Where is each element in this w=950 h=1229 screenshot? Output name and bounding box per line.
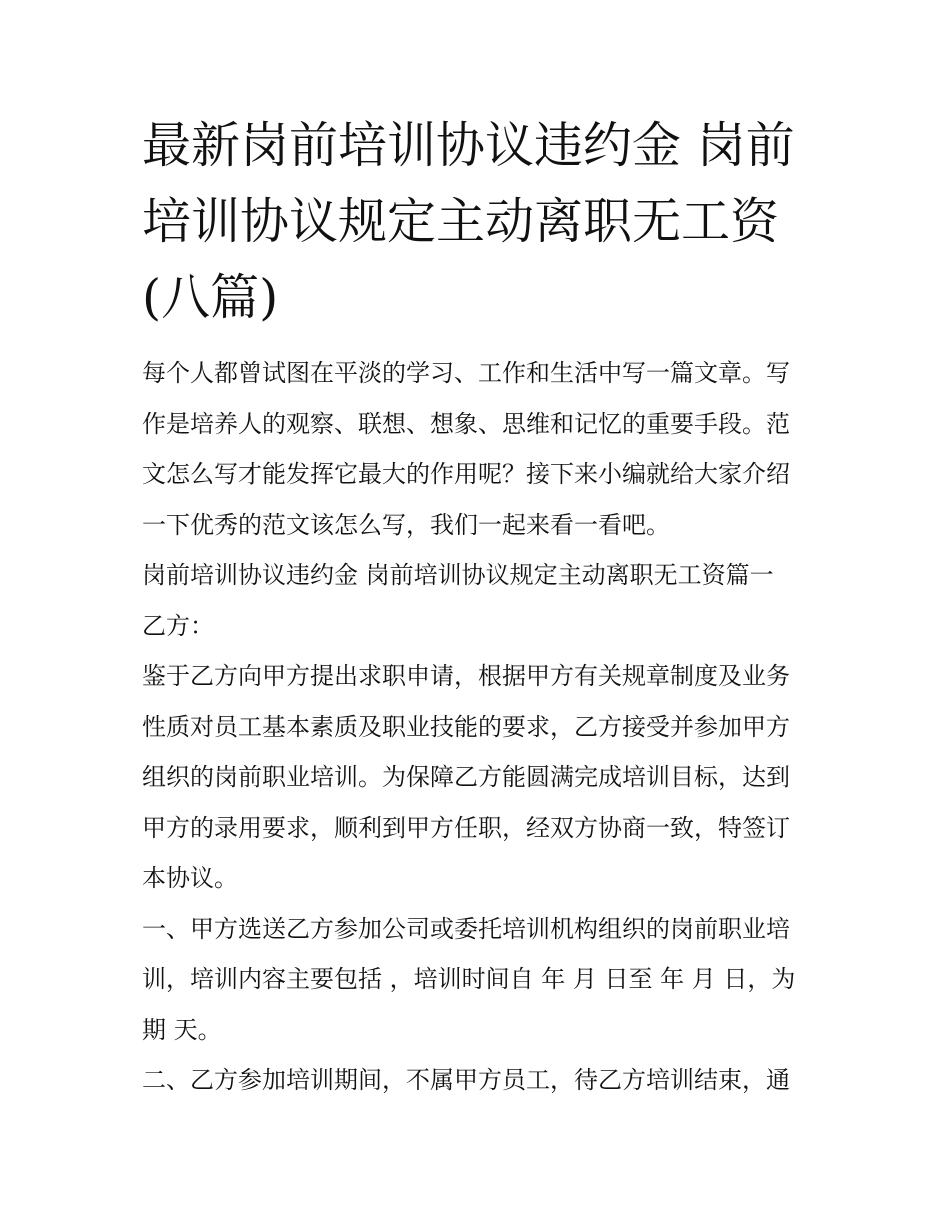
text-line: 鉴于乙方向甲方提出求职申请，根据甲方有关规章制度及业务 xyxy=(142,662,790,690)
title-line: 培训协议规定主动离职无工资 xyxy=(142,193,780,250)
text-line: 本协议。 xyxy=(142,864,238,892)
text-line: 每个人都曾试图在平淡的学习、工作和生活中写一篇文章。写 xyxy=(142,359,790,387)
text-line: 期 天。 xyxy=(142,1015,222,1044)
title-line: (八篇) xyxy=(142,269,279,326)
document-title xyxy=(142,108,812,336)
text-line: 一下优秀的范文该怎么写，我们一起来看一看吧。 xyxy=(142,510,670,539)
text-line: 甲方的录用要求，顺利到甲方任职，经双方协商一致，特签订 xyxy=(142,813,790,842)
clause-one-paragraph xyxy=(142,904,812,1056)
title-line: 最新岗前培训协议违约金 岗前 xyxy=(142,117,795,174)
text-line: 一、甲方选送乙方参加公司或委托培训机构组织的岗前职业培 xyxy=(142,914,790,943)
text-line: 训，培训内容主要包括 ，培训时间自 年 月 日至 年 月 日，为 xyxy=(142,965,796,993)
document-content xyxy=(142,108,812,1106)
preamble-paragraph xyxy=(142,651,812,904)
document-body xyxy=(142,348,812,1106)
section-heading-paragraph xyxy=(142,550,812,601)
text-line: 二、乙方参加培训期间，不属甲方员工，待乙方培训结束，通 xyxy=(142,1066,790,1094)
intro-paragraph xyxy=(142,348,812,550)
text-line: 岗前培训协议违约金 岗前培训协议规定主动离职无工资篇一 xyxy=(142,561,774,589)
text-line: 组织的岗前职业培训。为保障乙方能圆满完成培训目标，达到 xyxy=(142,763,790,791)
text-line: 乙方： xyxy=(142,611,214,640)
text-line: 作是培养人的观察、联想、想象、思维和记忆的重要手段。范 xyxy=(142,409,790,438)
party-b-paragraph xyxy=(142,601,812,652)
text-line: 性质对员工基本素质及职业技能的要求，乙方接受并参加甲方 xyxy=(142,712,790,741)
text-line: 文怎么写才能发挥它最大的作用呢？接下来小编就给大家介绍 xyxy=(142,460,790,488)
clause-two-paragraph xyxy=(142,1055,812,1106)
